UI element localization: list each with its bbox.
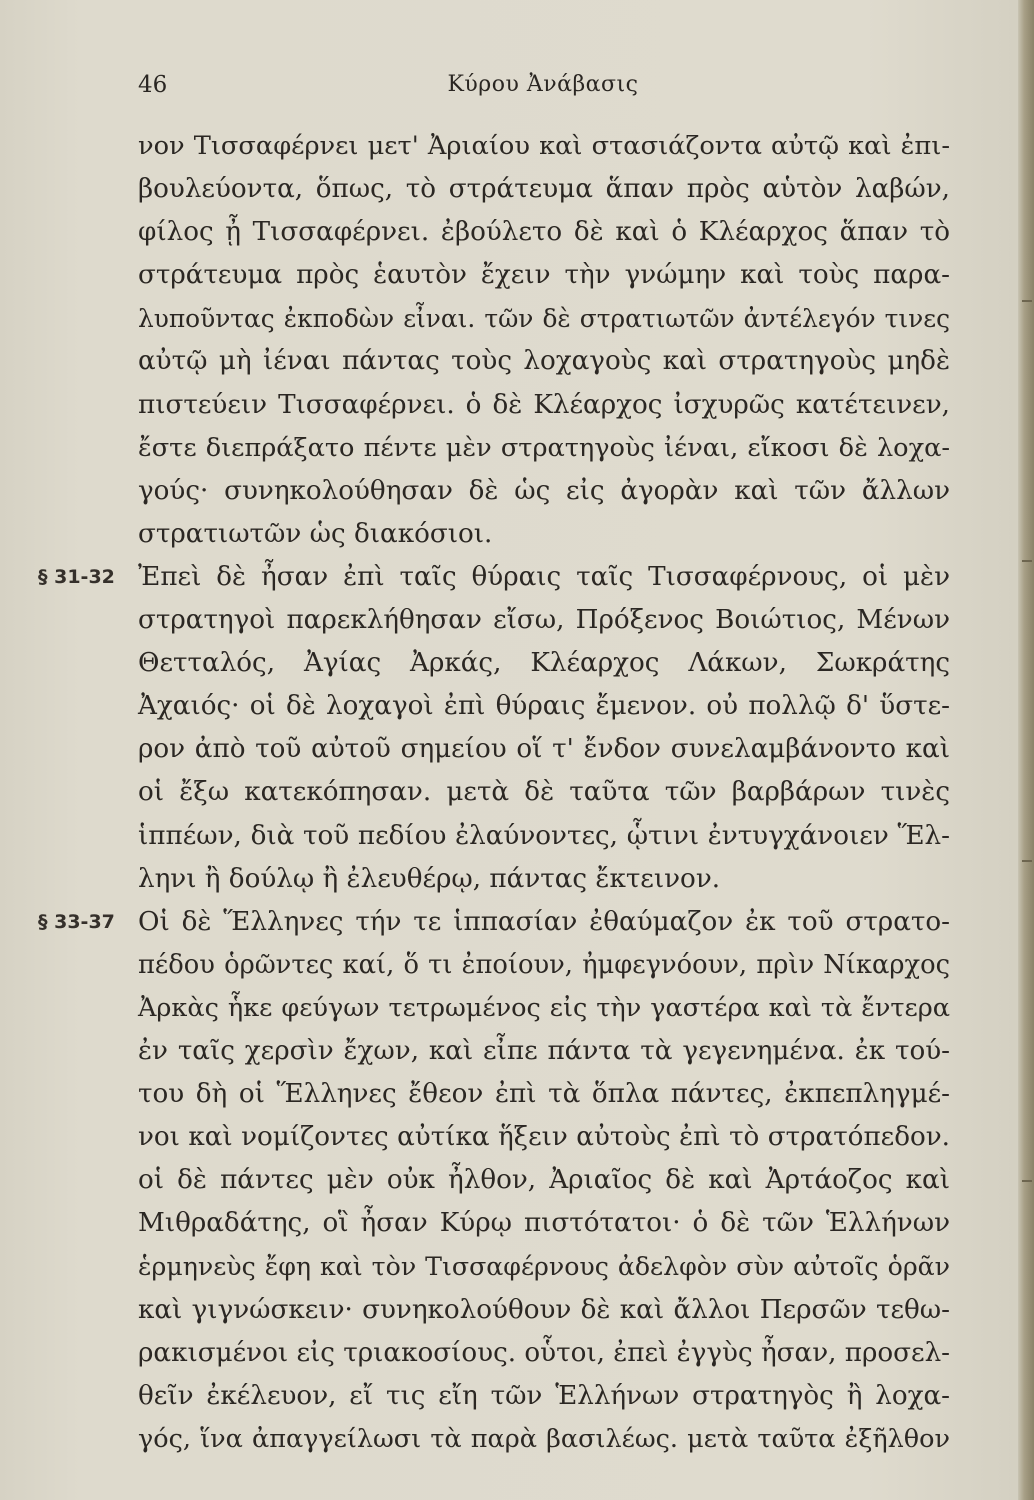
text-line: νοι καὶ νομίζοντες αὐτίκα ἥξειν αὐτοὺς ἐπὶ τὸ στρατόπεδον.: [138, 1122, 950, 1153]
text-line: Ἀχαιός· οἱ δὲ λοχαγοὶ ἐπὶ θύραις ἔμενον. οὐ πολλῷ δ' ὕστε-: [138, 691, 950, 722]
text-line-content: Ἐπεὶ δὲ ἦσαν ἐπὶ ταῖς θύραις ταῖς Τισσαφέρνους, οἱ μὲν: [138, 561, 950, 592]
text-line: ἑρμηνεὺς ἔφη καὶ τὸν Τισσαφέρνους ἀδελφὸν σὺν αὐτοῖς ὁρᾶν: [138, 1252, 950, 1282]
text-line: ρον ἀπὸ τοῦ αὐτοῦ σημείου οἵ τ' ἔνδον συνελαμβάνοντο καὶ: [138, 734, 950, 765]
section-line: [38, 556, 950, 599]
text-line: οἱ ἔξω κατεκόπησαν. μετὰ δὲ ταῦτα τῶν βαρβάρων τινὲς: [138, 777, 950, 808]
text-line: Θετταλός, Ἀγίας Ἀρκάς, Κλέαρχος Λάκων, Σωκράτης: [138, 648, 950, 679]
text-line: ἐν ταῖς χερσὶν ἔχων, καὶ εἶπε πάντα τὰ γεγενημένα. ἐκ τού-: [138, 1035, 950, 1066]
edge-mark: [1022, 560, 1032, 562]
text-line: λυποῦντας ἐκποδὼν εἶναι. τῶν δὲ στρατιωτῶν ἀντέλεγόν τινες: [138, 304, 950, 334]
section-marker: § 33-37: [38, 910, 115, 933]
text-line: ληνι ἢ δούλῳ ἢ ἐλευθέρῳ, πάντας ἔκτεινον.: [138, 863, 721, 894]
text-line: καὶ γιγνώσκειν· συνηκολούθουν δὲ καὶ ἄλλοι Περσῶν τεθω-: [138, 1294, 950, 1325]
section-marker: § 31-32: [38, 565, 115, 588]
edge-mark: [1022, 1180, 1032, 1182]
page-number: 46: [138, 72, 168, 98]
text-line: πιστεύειν Τισσαφέρνει. ὁ δὲ Κλέαρχος ἰσχυρῶς κατέτεινεν,: [138, 389, 950, 420]
text-line: ρακισμένοι εἰς τριακοσίους. οὗτοι, ἐπεὶ ἐγγὺς ἦσαν, προσελ-: [138, 1337, 951, 1368]
body-text: [38, 125, 951, 1461]
text-line: γούς· συνηκολούθησαν δὲ ὡς εἰς ἀγορὰν καὶ τῶν ἄλλων: [138, 475, 950, 506]
text-line: βουλεύοντα, ὅπως, τὸ στράτευμα ἅπαν πρὸς αὑτὸν λαβών,: [138, 174, 950, 205]
text-line: στρατιωτῶν ὡς διακόσιοι.: [138, 518, 493, 549]
text-line: στρατηγοὶ παρεκλήθησαν εἴσω, Πρόξενος Βοιώτιος, Μένων: [138, 605, 950, 636]
text-line: γός, ἵνα ἀπαγγείλωσι τὰ παρὰ βασιλέως. μετὰ ταῦτα ἐξῆλθον: [138, 1423, 950, 1454]
page-edge: [1018, 0, 1034, 1500]
text-line: αὐτῷ μὴ ἰέναι πάντας τοὺς λοχαγοὺς καὶ στρατηγοὺς μηδὲ: [138, 346, 950, 377]
section-line: [38, 901, 950, 944]
edge-mark: [1022, 300, 1032, 302]
text-line: ἔστε διεπράξατο πέντε μὲν στρατηγοὺς ἰέναι, εἴκοσι δὲ λοχα-: [138, 432, 950, 463]
text-line: Ἀρκὰς ἧκε φεύγων τετρωμένος εἰς τὴν γαστέρα καὶ τὰ ἔντερα: [138, 992, 950, 1023]
text-line: θεῖν ἐκέλευον, εἴ τις εἴη τῶν Ἑλλήνων στρατηγὸς ἢ λοχα-: [138, 1380, 950, 1411]
page-header: [138, 72, 948, 112]
running-title: Κύρου Ἀνάβασις: [447, 72, 639, 97]
text-line: φίλος ᾖ Τισσαφέρνει. ἐβούλετο δὲ καὶ ὁ Κλέαρχος ἅπαν τὸ: [138, 217, 950, 248]
edge-mark: [1022, 860, 1032, 862]
text-line: νον Τισσαφέρνει μετ' Ἀριαίου καὶ στασιάζοντα αὐτῷ καὶ ἐπι-: [138, 131, 950, 161]
text-line: του δὴ οἱ Ἕλληνες ἔθεον ἐπὶ τὰ ὅπλα πάντες, ἐκπεπληγμέ-: [138, 1079, 950, 1110]
text-line-content: Οἱ δὲ Ἕλληνες τήν τε ἱππασίαν ἐθαύμαζον ἐκ τοῦ στρατο-: [138, 906, 950, 937]
text-line: οἱ δὲ πάντες μὲν οὐκ ἦλθον, Ἀριαῖος δὲ καὶ Ἀρτάοζος καὶ: [138, 1165, 950, 1196]
text-line: ἱππέων, διὰ τοῦ πεδίου ἐλαύνοντες, ᾧτινι ἐντυγχάνοιεν Ἕλ-: [138, 820, 950, 851]
text-line: στράτευμα πρὸς ἑαυτὸν ἔχειν τὴν γνώμην καὶ τοὺς παρα-: [138, 260, 950, 291]
text-line: Μιθραδάτης, οἳ ἦσαν Κύρῳ πιστότατοι· ὁ δὲ τῶν Ἑλλήνων: [138, 1208, 950, 1239]
text-line: πέδου ὁρῶντες καί, ὅ τι ἐποίουν, ἠμφεγνόουν, πρὶν Νίκαρχος: [138, 949, 950, 980]
